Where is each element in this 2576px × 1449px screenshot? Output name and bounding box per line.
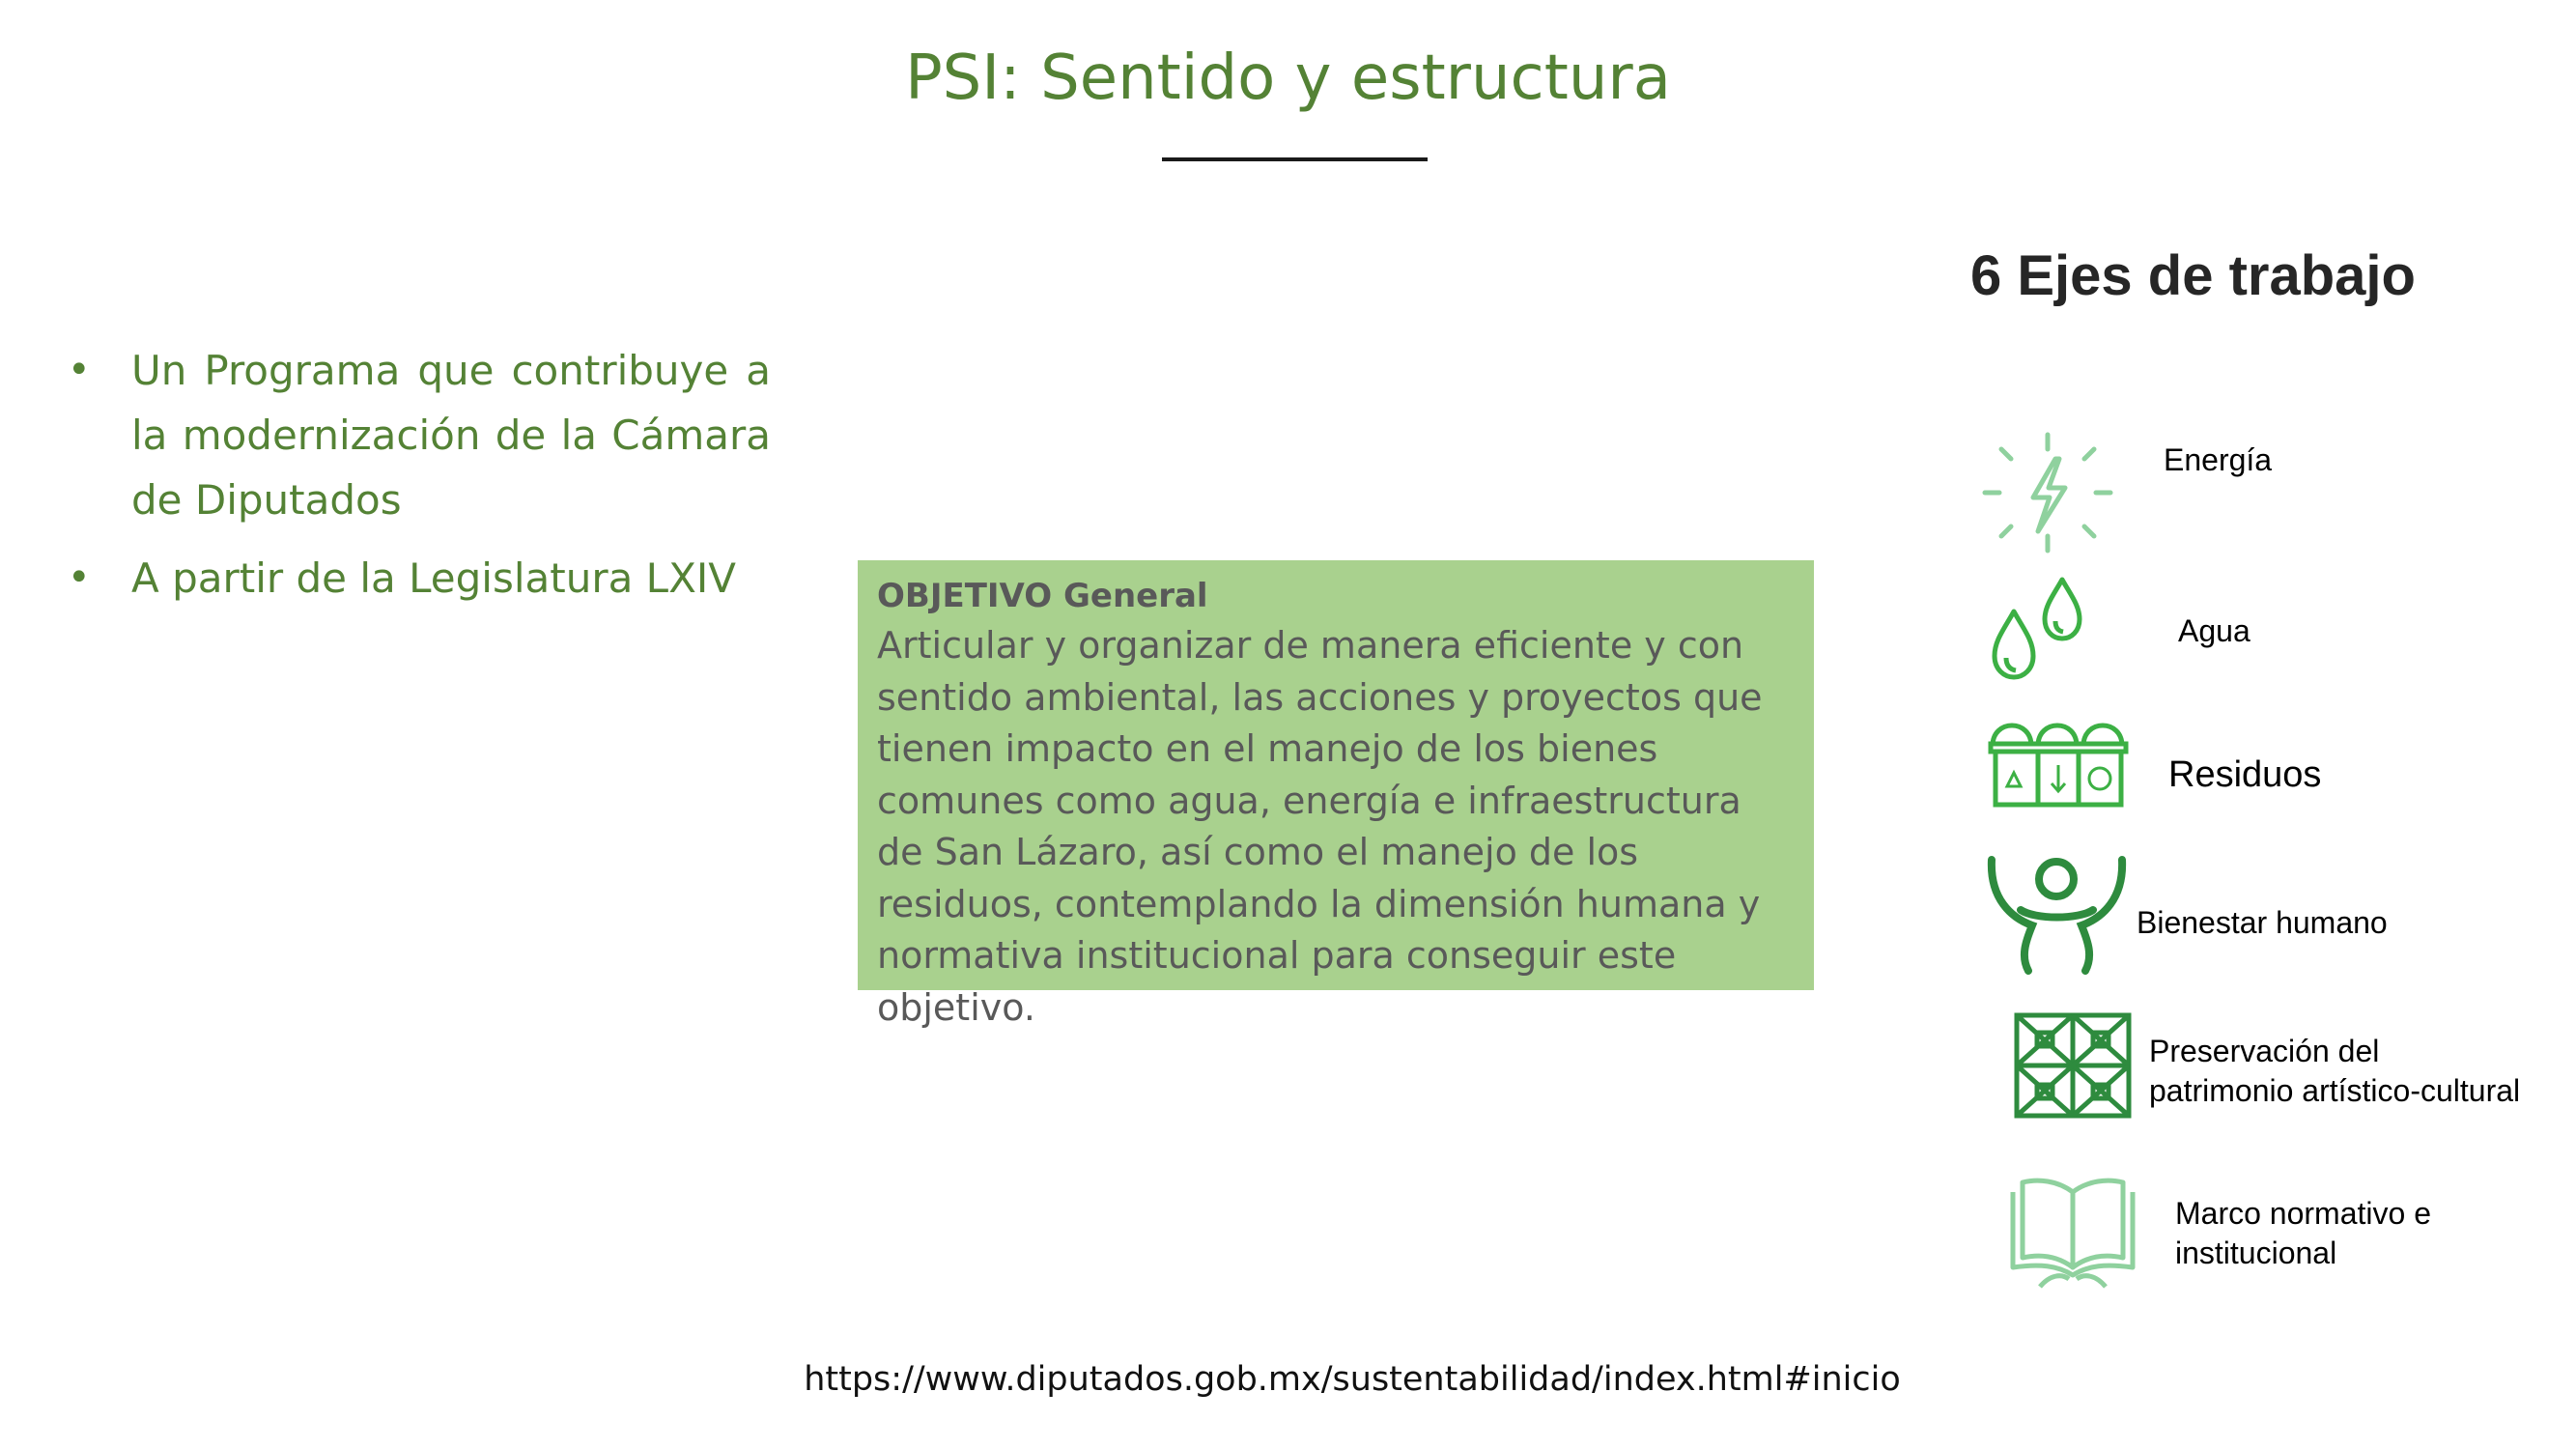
- bullet-text: A partir de la Legislatura LXIV: [131, 554, 736, 602]
- title-underline: [1162, 157, 1428, 161]
- bullet-text: Un Programa que contribuye a la modernización de la Cámara de Diputados: [131, 347, 771, 524]
- axes-title: 6 Ejes de trabajo: [1970, 244, 2416, 307]
- bullet-item: [66, 546, 771, 611]
- bullet-item: [66, 338, 771, 532]
- slide-title: PSI: Sentido y estructura: [905, 43, 1671, 114]
- axis-label-marco-line1: Marco normativo e: [2175, 1196, 2431, 1231]
- open-book-icon: [2001, 1171, 2144, 1292]
- objective-box: [858, 560, 1814, 1029]
- axis-label-residuos: Residuos: [2168, 754, 2322, 795]
- axis-label-patrimonio-line2: patrimonio artístico-cultural: [2149, 1073, 2521, 1108]
- bullet-dot: •: [68, 555, 91, 600]
- axis-label-energia: Energía: [2164, 442, 2273, 477]
- axis-label-marco-line2: institucional: [2175, 1236, 2337, 1270]
- lightning-icon: [1980, 430, 2115, 555]
- water-drops-icon: [1985, 575, 2101, 686]
- axis-label-agua: Agua: [2178, 613, 2250, 648]
- person-raised-arms-icon: [1982, 850, 2132, 976]
- bullet-list: [66, 338, 771, 624]
- objective-text: Articular y organizar de manera eficiente y con sentido ambiental, las acciones y proyectos que tienen impacto en el manejo de los bienes comunes como agua, energía e infraestructura de San Lázaro, así como el manejo de los residuos, contemplando la dimensión humana y normativa institucional para conseguir este objetivo.: [877, 624, 1763, 1029]
- recycling-bins-icon: [1988, 717, 2133, 809]
- axis-label-bienestar: Bienestar humano: [2137, 905, 2388, 940]
- axis-label-patrimonio-line1: Preservación del: [2149, 1034, 2380, 1068]
- objective-title: OBJETIVO General: [877, 577, 1208, 615]
- source-url: https://www.diputados.gob.mx/sustentabilidad/index.html#inicio: [804, 1360, 1901, 1399]
- pattern-tile-icon: [2014, 1012, 2132, 1119]
- bullet-dot: •: [68, 348, 91, 392]
